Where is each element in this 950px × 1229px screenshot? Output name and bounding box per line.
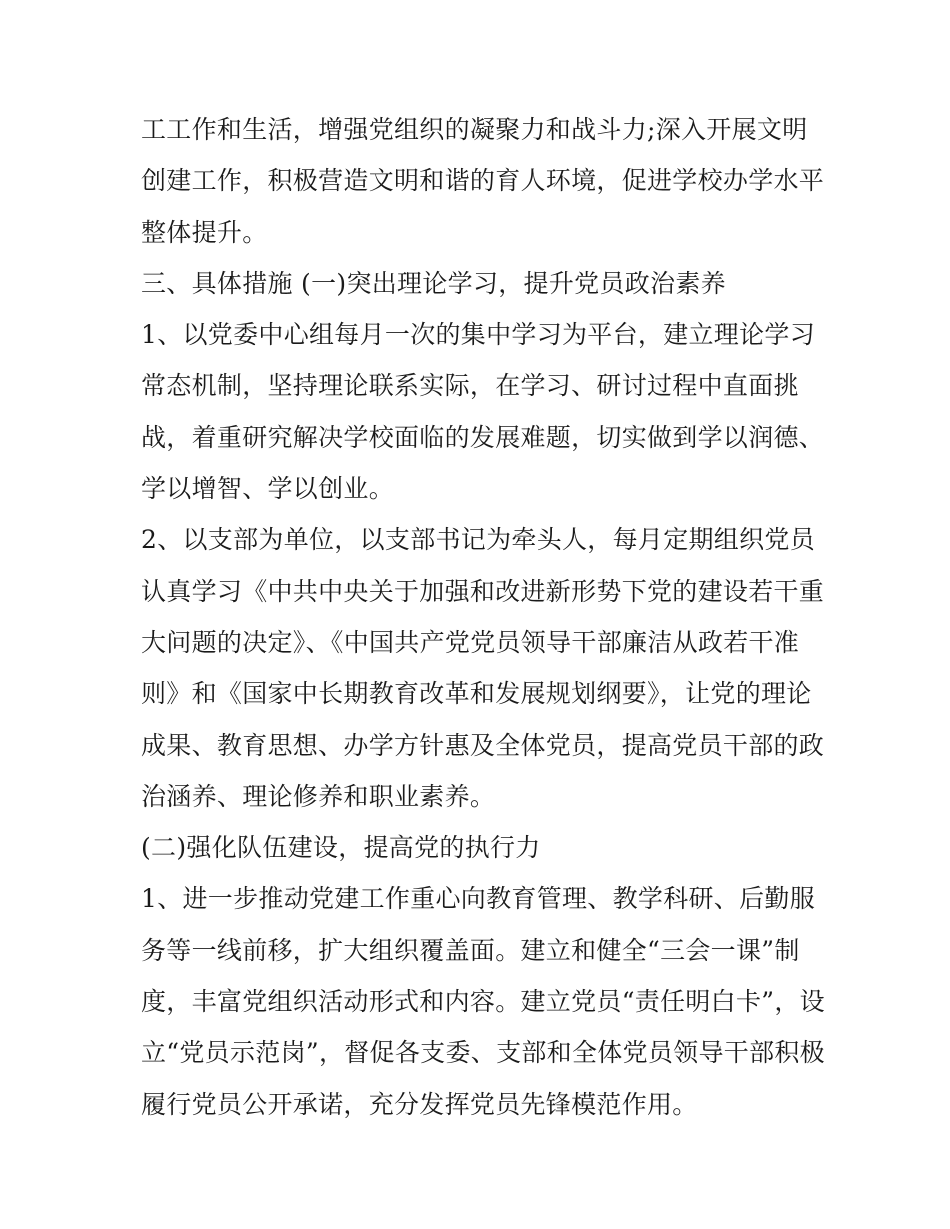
text-line: 常态机制，坚持理论联系实际，在学习、研讨过程中直面挑 [141, 371, 799, 401]
document-body [141, 104, 825, 1130]
text-line: 履行党员公开承诺，充分发挥党员先锋模范作用。 [141, 1089, 698, 1119]
text-line: 立“党员示范岗”，督促各支委、支部和全体党员领导干部积极 [141, 1038, 825, 1068]
text-line: 则》和《国家中长期教育改革和发展规划纲要》，让党的理论 [141, 679, 812, 709]
text-line: 大问题的决定》、《中国共产党党员领导干部廉洁从政若干准 [141, 627, 800, 657]
text-line: 度，丰富党组织活动形式和内容。建立党员“责任明白卡”，设 [141, 987, 825, 1017]
text-line: 战，着重研究解决学校面临的发展难题，切实做到学以润德、 [141, 422, 825, 452]
section-heading: 三、具体措施 (一)突出理论学习，提升党员政治素养 [141, 268, 726, 298]
subsection-heading: (二)强化队伍建设，提高党的执行力 [141, 833, 541, 863]
text-line: 2、以支部为单位，以支部书记为牵头人，每月定期组织党员 [141, 525, 816, 555]
text-line: 治涵养、理论修养和职业素养。 [141, 781, 496, 811]
text-line: 整体提升。 [141, 217, 268, 247]
text-line: 务等一线前移，扩大组织覆盖面。建立和健全“三会一课”制 [141, 935, 800, 965]
text-line: 创建工作，积极营造文明和谐的育人环境，促进学校办学水平 [141, 166, 825, 196]
text-line: 工工作和生活，增强党组织的凝聚力和战斗力;深入开展文明 [141, 115, 808, 144]
text-line: 学以增智、学以创业。 [141, 474, 395, 504]
text-line: 认真学习《中共中央关于加强和改进新形势下党的建设若干重 [141, 576, 825, 606]
text-line: 1、进一步推动党建工作重心向教育管理、教学科研、后勤服 [141, 884, 816, 914]
text-line: 成果、教育思想、办学方针惠及全体党员，提高党员干部的政 [141, 730, 825, 760]
text-line: 1、以党委中心组每月一次的集中学习为平台，建立理论学习 [141, 320, 816, 350]
